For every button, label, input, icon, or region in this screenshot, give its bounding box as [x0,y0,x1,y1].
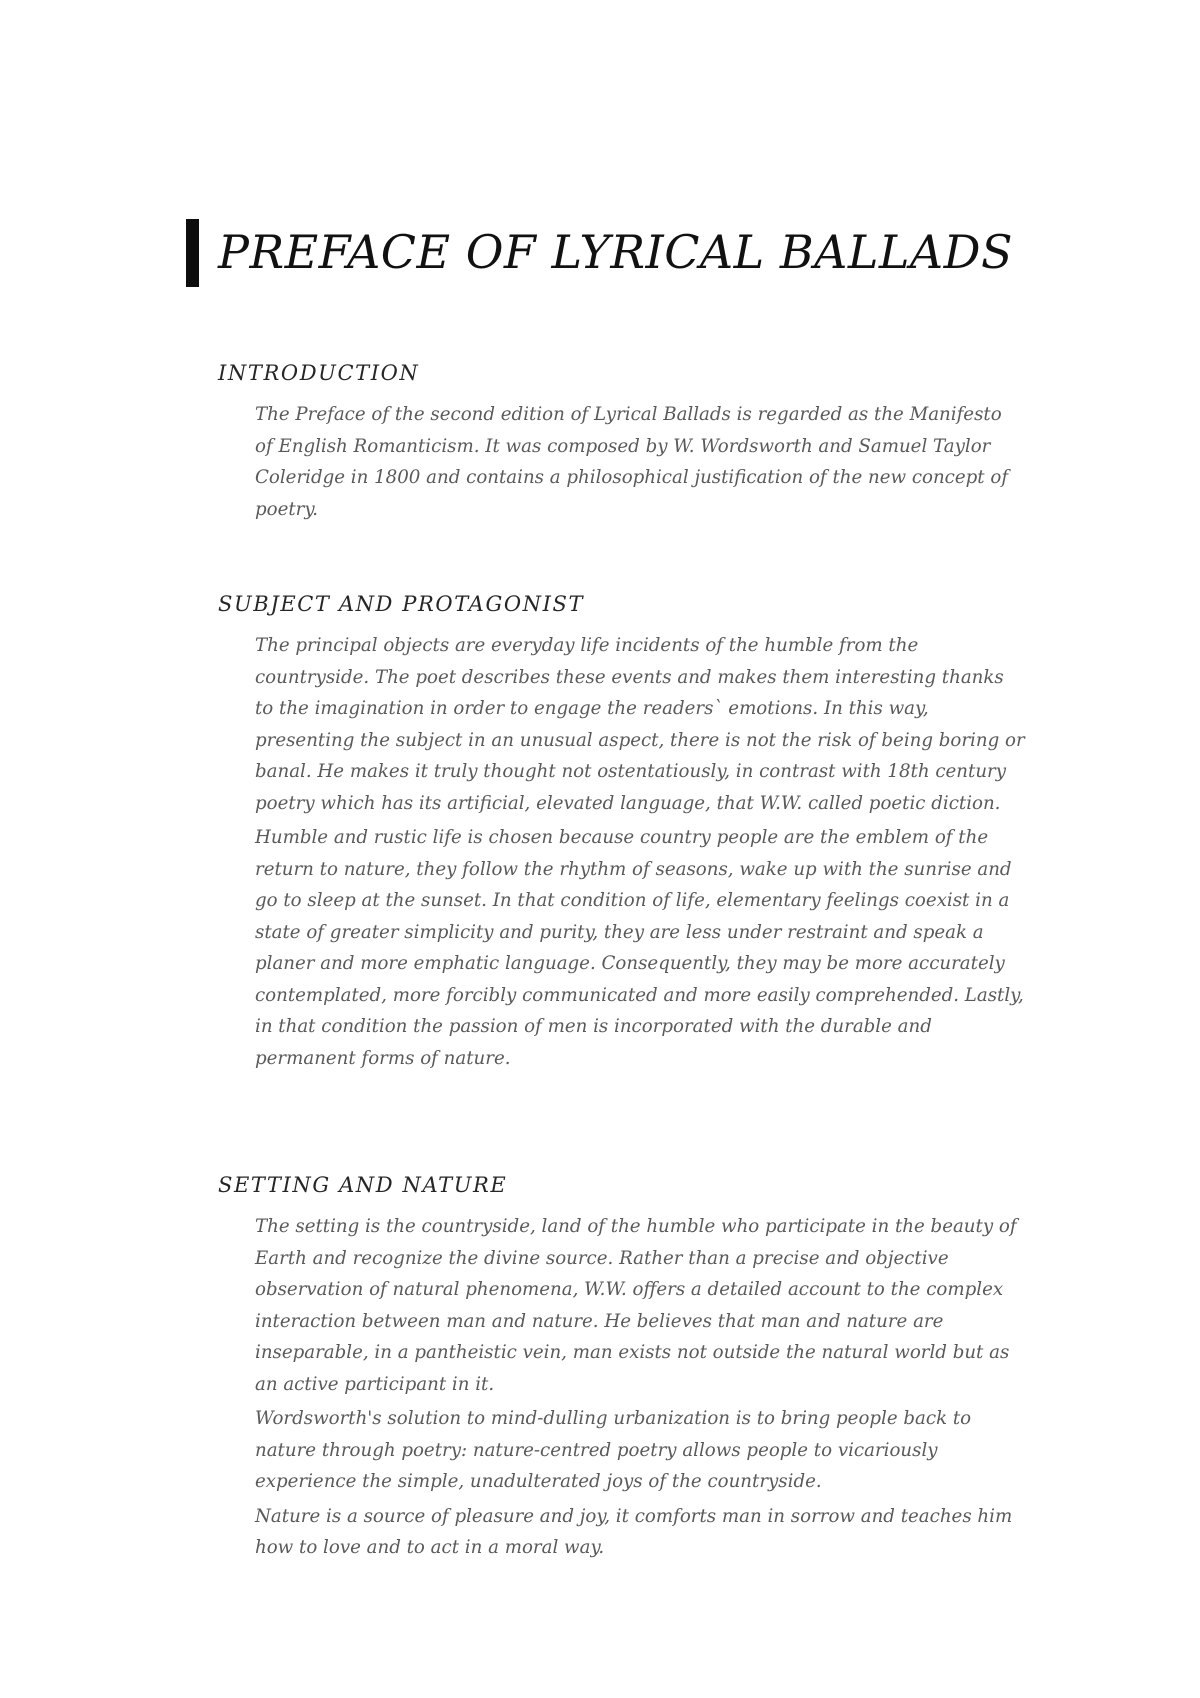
paragraph: Wordsworth's solution to mind-dulling urbanization is to bring people back to nature through poetry: nature-centred poetry allows people to vicariously experience the simple, unadulterated joys of the countryside. [255,1408,972,1492]
section-body-introduction [255,399,1025,525]
title-accent-bar [186,219,199,287]
page-title: PREFACE OF LYRICAL BALLADS [218,225,1014,279]
paragraph: The Preface of the second edition of Lyrical Ballads is regarded as the Manifesto of English Romanticism. It was composed by W. Wordsworth and Samuel Taylor Coleridge in 1800 and contains a philosophical justification of the new concept of poetry. [255,404,1009,520]
paragraph: The setting is the countryside, land of the humble who participate in the beauty of Earth and recognize the divine source. Rather than a precise and objective observation of natural phenomena, W.W. offers a detailed account to the complex interaction between man and nature. He believes that man and nature are inseparable, in a pantheistic vein, man exists not outside the natural world but as an active participant in it. [255,1216,1017,1395]
section-heading-subject: SUBJECT AND PROTAGONIST [218,592,585,616]
paragraph: The principal objects are everyday life incidents of the humble from the countryside. The poet describes these events and makes them interesting thanks to the imagination in order to engage the readers` emotions. In this way, presenting the subject in an unusual aspect, there is not the risk of being boring or banal. He makes it truly thought not ostentatiously, in contrast with 18th century poetry which has its artificial, elevated language, that W.W. called poetic diction. [255,635,1025,814]
section-body-subject [255,630,1025,1074]
section-heading-setting: SETTING AND NATURE [218,1173,508,1197]
paragraph: Humble and rustic life is chosen because country people are the emblem of the return to nature, they follow the rhythm of seasons, wake up with the sunrise and go to sleep at the sunset. In that condition of life, elementary feelings coexist in a state of greater simplicity and purity, they are less under restraint and speak a planer and more emphatic language. Consequently, they may be more accurately contemplated, more forcibly communicated and more easily comprehended. Lastly, in that condition the passion of men is incorporated with the durable and permanent forms of nature. [255,827,1024,1069]
paragraph: Nature is a source of pleasure and joy, it comforts man in sorrow and teaches him how to love and to act in a moral way. [255,1505,1013,1558]
section-heading-introduction: INTRODUCTION [218,361,420,385]
section-body-setting [255,1211,1025,1564]
